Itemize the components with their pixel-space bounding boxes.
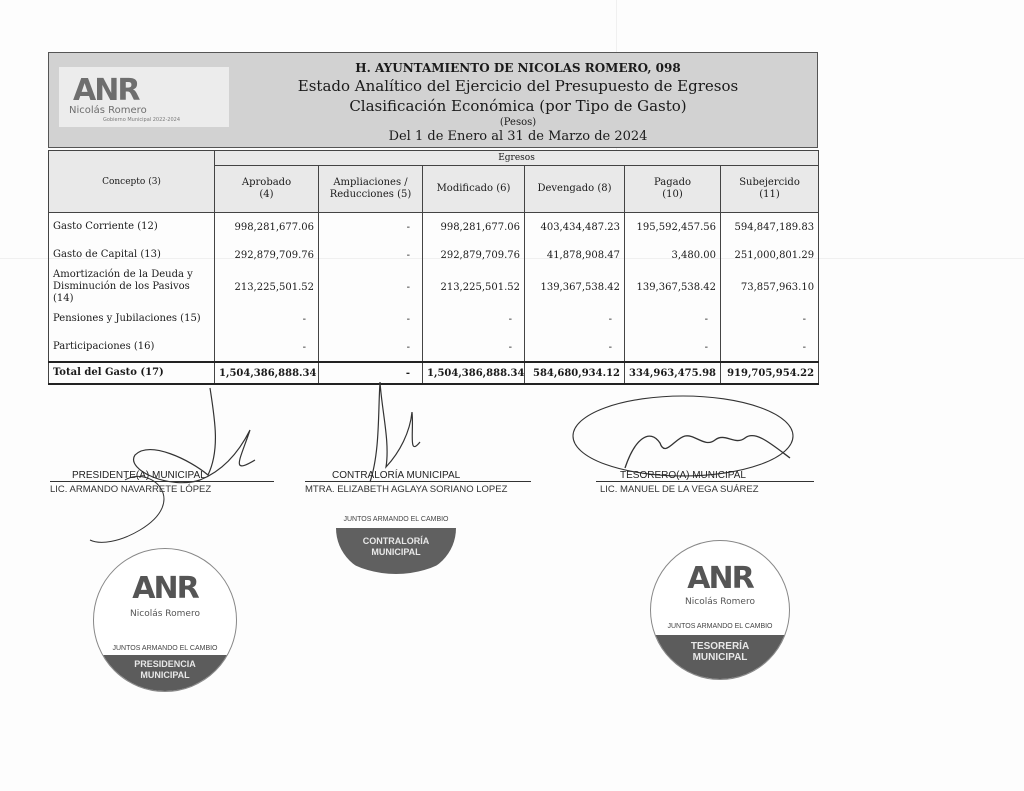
row-value-3: 139,367,538.42 (525, 269, 625, 305)
row-value-5: - (721, 333, 819, 362)
table-body (49, 213, 819, 363)
row-concept: Amortización de la Deuda y Disminución de los Pasivos (14) (49, 269, 215, 305)
col-header-modificado: Modificado (6) (423, 166, 525, 213)
tesoreria-seal (650, 540, 790, 680)
row-value-2: - (423, 333, 525, 362)
row-value-1: - (319, 241, 423, 269)
seal-office-text: TESORERÍA MUNICIPAL (690, 641, 750, 663)
row-value-0: 292,879,709.76 (215, 241, 319, 269)
seal-slogan: JUNTOS ARMANDO EL CAMBIO (112, 645, 218, 652)
row-value-5: 73,857,963.10 (721, 269, 819, 305)
seal-logo-name: Nicolás Romero (130, 609, 200, 619)
row-value-2: 998,281,677.06 (423, 213, 525, 242)
seal-slogan: JUNTOS ARMANDO EL CAMBIO (343, 516, 449, 523)
row-value-3: - (525, 333, 625, 362)
row-value-5: - (721, 305, 819, 333)
total-devengado: 584,680,934.12 (525, 362, 625, 384)
row-value-4: 195,592,457.56 (625, 213, 721, 242)
egresos-group-header: Egresos (215, 151, 819, 166)
president-title: PRESIDENTE(A) MUNICIPAL (72, 470, 206, 481)
col-header-aprobado: Aprobado (4) (215, 166, 319, 213)
president-signature (80, 380, 280, 550)
row-concept: Pensiones y Jubilaciones (15) (49, 305, 215, 333)
report-period: Del 1 de Enero al 31 de Marzo de 2024 (388, 129, 648, 144)
col-header-subejercido: Subejercido (11) (721, 166, 819, 213)
row-value-2: 292,879,709.76 (423, 241, 525, 269)
municipal-logo (59, 67, 229, 127)
table-row (49, 241, 819, 269)
seal-logo-mark: ANR (687, 561, 753, 596)
row-value-1: - (319, 305, 423, 333)
col-header-ampliaciones: Ampliaciones / Reducciones (5) (319, 166, 423, 213)
row-value-1: - (319, 213, 423, 242)
seal-office-text: PRESIDENCIA MUNICIPAL (134, 659, 196, 680)
row-concept: Gasto de Capital (13) (49, 241, 215, 269)
table-row (49, 305, 819, 333)
table-row (49, 333, 819, 362)
logo-name: Nicolás Romero (69, 105, 147, 116)
row-value-4: 139,367,538.42 (625, 269, 721, 305)
seal-band (651, 635, 789, 679)
contraloria-name: MTRA. ELIZABETH AGLAYA SORIANO LOPEZ (305, 484, 508, 495)
row-value-4: - (625, 305, 721, 333)
row-value-1: - (319, 269, 423, 305)
seal-logo-name: Nicolás Romero (685, 597, 755, 607)
tesorero-name: LIC. MANUEL DE LA VEGA SUÁREZ (600, 484, 759, 495)
seal-band (94, 655, 236, 691)
total-label: Total del Gasto (17) (49, 362, 215, 384)
seal-logo-mark: ANR (132, 571, 198, 606)
row-value-0: - (215, 305, 319, 333)
signature-line-president (50, 481, 274, 482)
report-title: Estado Analítico del Ejercicio del Presupuesto de Egresos (297, 77, 739, 95)
total-modificado: 1,504,386,888.34 (423, 362, 525, 384)
row-value-5: 594,847,189.83 (721, 213, 819, 242)
entity-name: H. AYUNTAMIENTO DE NICOLAS ROMERO, 098 (355, 61, 681, 75)
seal-office-text: CONTRALORÍA MUNICIPAL (362, 536, 430, 557)
concept-column-header: Concepto (3) (49, 151, 215, 213)
tesorero-title: TESORERO(A) MUNICIPAL (620, 470, 746, 481)
col-header-devengado: Devengado (8) (525, 166, 625, 213)
presidencia-seal (93, 548, 237, 692)
row-concept: Participaciones (16) (49, 333, 215, 362)
logo-mark: ANR (73, 73, 139, 108)
table-row (49, 269, 819, 305)
row-value-4: - (625, 333, 721, 362)
row-value-5: 251,000,801.29 (721, 241, 819, 269)
report-subtitle: Clasificación Económica (por Tipo de Gasto) (349, 97, 687, 115)
contraloria-seal (322, 470, 470, 574)
row-value-0: 998,281,677.06 (215, 213, 319, 242)
seal-slogan: JUNTOS ARMANDO EL CAMBIO (667, 623, 773, 630)
table-row (49, 213, 819, 242)
contraloria-title: CONTRALORÍA MUNICIPAL (332, 470, 461, 481)
row-value-2: - (423, 305, 525, 333)
row-value-4: 3,480.00 (625, 241, 721, 269)
row-value-3: 41,878,908.47 (525, 241, 625, 269)
row-value-2: 213,225,501.52 (423, 269, 525, 305)
row-value-0: 213,225,501.52 (215, 269, 319, 305)
signature-line-tesorero (596, 481, 814, 482)
row-concept: Gasto Corriente (12) (49, 213, 215, 242)
row-value-3: - (525, 305, 625, 333)
col-header-pagado: Pagado (10) (625, 166, 721, 213)
row-value-3: 403,434,487.23 (525, 213, 625, 242)
currency-units: (Pesos) (499, 117, 537, 128)
seal-band (336, 528, 456, 574)
row-value-0: - (215, 333, 319, 362)
row-value-1: - (319, 333, 423, 362)
total-pagado: 334,963,475.98 (625, 362, 721, 384)
budget-table (48, 150, 819, 385)
report-header (48, 52, 818, 148)
total-aprobado: 1,504,386,888.34 (215, 362, 319, 384)
president-name: LIC. ARMANDO NAVARRETE LÓPEZ (50, 484, 212, 495)
logo-subtext: Gobierno Municipal 2022-2024 (103, 117, 181, 123)
total-subejercido: 919,705,954.22 (721, 362, 819, 384)
total-ampliaciones: - (319, 362, 423, 384)
